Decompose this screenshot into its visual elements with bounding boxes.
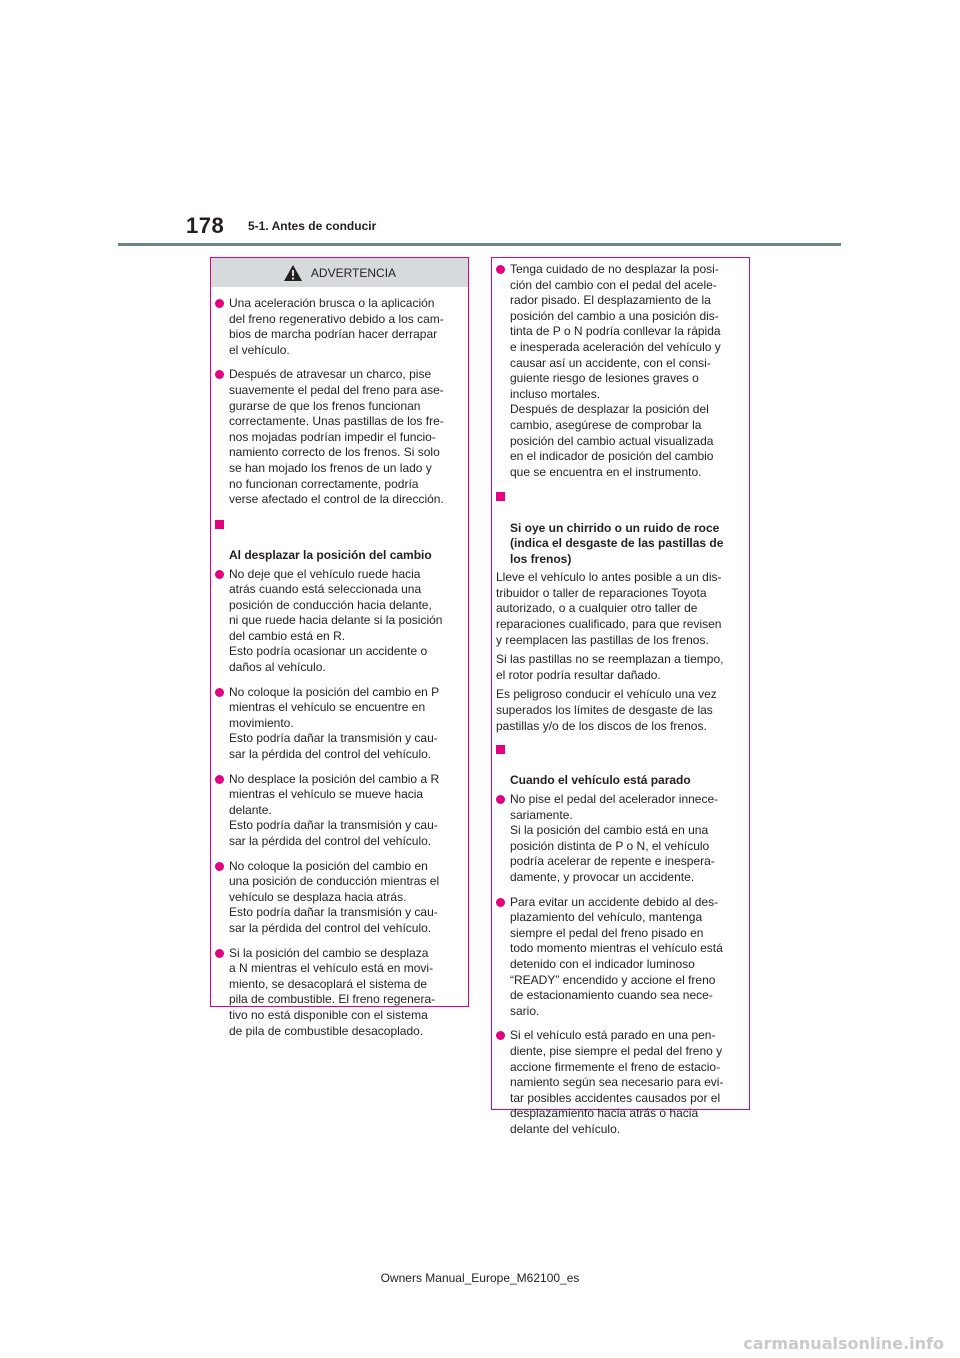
list-item-text: No coloque la posición del cambio en una posición de conducción mientras el vehículo se desplaza hacia atrás. Esto podría dañar la transmisión y cau- sar la pérdida del control del vehículo.	[229, 858, 440, 935]
square-bullet-icon	[215, 520, 224, 529]
list-item-text: No coloque la posición del cambio en P mientras el vehículo se encuentre en movimiento. Esto podría dañar la transmisión y cau- sar la pérdida del control del vehículo.	[229, 684, 440, 762]
list-item	[215, 772, 462, 850]
list-item	[496, 895, 743, 1020]
bullet-dot-icon	[215, 688, 224, 697]
subsection-heading	[215, 517, 462, 564]
list-item-text: Si el vehículo está parado en una pen- diente, pise siempre el pedal del freno y accione firmemente el freno de estacio- namiento según sea necesario para evi- tar posibles accidentes causados por el desplazamiento hacia atrás o hacia delante del vehículo.	[510, 1028, 724, 1136]
subsection-heading	[496, 489, 743, 567]
bullet-dot-icon	[496, 898, 505, 907]
list-item-text: Para evitar un accidente debido al des- plazamiento del vehículo, mantenga siempre el pedal del freno pisado en todo momento mientras el vehículo está detenido con el indicador luminoso “READY” encendido y accione el freno de estacionamiento cuando sea nece- sario.	[510, 894, 723, 1018]
paragraph: Es peligroso conducir el vehículo una vez superados los límites de desgaste de las pastillas y/o de los discos de los frenos.	[496, 687, 717, 733]
bullet-dot-icon	[496, 265, 505, 274]
list-item	[215, 567, 462, 676]
list-item-text: No pise el pedal del acelerador innece- sariamente. Si la posición del cambio está en una posición distinta de P o N, el vehículo podría acelerar de repente e inespera- damente, y provocar un accidente.	[510, 792, 719, 884]
subsection-heading	[496, 742, 743, 789]
list-item	[215, 859, 462, 937]
subsection-heading-text: Al desplazar la posición del cambio	[229, 547, 432, 562]
square-bullet-icon	[496, 492, 505, 501]
list-item	[496, 792, 743, 886]
header-rule	[118, 243, 841, 246]
bullet-dot-icon	[215, 949, 224, 958]
warning-header	[211, 258, 468, 287]
paragraph: Lleve el vehículo lo antes posible a un dis- tribuidor o taller de reparaciones Toyota autorizado, o a cualquier otro taller de reparaciones cualificado, para que revisen y reemplacen las pastillas de los frenos.	[496, 570, 722, 647]
list-item-text: Una aceleración brusca o la aplicación del freno regenerativo debido a los cam- bios de marcha podrían hacer derrapar el vehículo.	[229, 296, 444, 357]
list-item-text: Después de atravesar un charco, pise suavemente el pedal del freno para ase- gurarse de que los frenos funcionan correctamente. Unas pastillas de los fre- nos mojadas podrían impedir el funcio- namiento correcto de los frenos. Si solo se han mojado los frenos de un lado y no funcionan correctamente, podría verse afectado el control de la dirección.	[229, 367, 444, 507]
list-item-text: Si la posición del cambio se desplaza a N mientras el vehículo está en movi- miento, se desacoplará el sistema de pila de combustible. El freno regenera- tivo no está disponible con el sistema de pila de combustible desacoplado.	[229, 945, 436, 1038]
footer-text: Owners Manual_Europe_M62100_es	[380, 1271, 580, 1285]
warning-box-left	[210, 257, 469, 1038]
list-item	[215, 946, 462, 1040]
list-item-text: No deje que el vehículo ruede hacia atrás cuando está seleccionada una posición de conducción hacia delante, ni que ruede hacia delante si la posición del cambio está en R. Esto podría ocasionar un accidente o daños al vehículo.	[229, 566, 443, 675]
bullet-dot-icon	[496, 1031, 505, 1040]
list-item-text: Tenga cuidado de no desplazar la posi- ción del cambio con el pedal del acele- rador pisado. El desplazamiento de la posición del cambio a una posición dis- tinta de P o N podría conllevar la rápida e inesperada aceleración del vehículo y causar así un accidente, con el consi- guiente riesgo de lesiones graves o incluso mortales. Después de desplazar la posición del cambio, asegúrese de comprobar la posición del cambio actual visualizada en el indicador de posición del cambio que se encuentra en el instrumento.	[510, 262, 721, 479]
section-title: 5-1. Antes de conducir	[248, 219, 377, 233]
warning-title: ADVERTENCIA	[310, 265, 397, 280]
subsection-heading-text: Si oye un chirrido o un ruido de roce (indica el desgaste de las pastillas de los frenos)	[510, 520, 724, 566]
list-item	[215, 296, 462, 358]
list-item	[496, 262, 743, 480]
list-item-text: No desplace la posición del cambio a R mientras el vehículo se mueve hacia delante. Esto podría dañar la transmisión y cau- sar la pérdida del control del vehículo.	[229, 771, 440, 848]
bullet-dot-icon	[215, 775, 224, 784]
warning-triangle-icon	[283, 264, 303, 282]
bullet-dot-icon	[215, 862, 224, 871]
bullet-dot-icon	[215, 370, 224, 379]
list-item	[496, 1028, 743, 1137]
square-bullet-icon	[496, 745, 505, 754]
bullet-dot-icon	[215, 570, 224, 579]
paragraph: Si las pastillas no se reemplazan a tiempo, el rotor podría resultar dañado.	[496, 652, 724, 682]
list-item	[215, 367, 462, 507]
subsection-heading-text: Cuando el vehículo está parado	[510, 773, 691, 788]
warning-box-right	[491, 257, 750, 1136]
bullet-dot-icon	[496, 795, 505, 804]
page-number: 178	[186, 213, 225, 238]
watermark: carmanualsonline.info	[743, 1334, 944, 1353]
list-item	[215, 685, 462, 763]
bullet-dot-icon	[215, 299, 224, 308]
